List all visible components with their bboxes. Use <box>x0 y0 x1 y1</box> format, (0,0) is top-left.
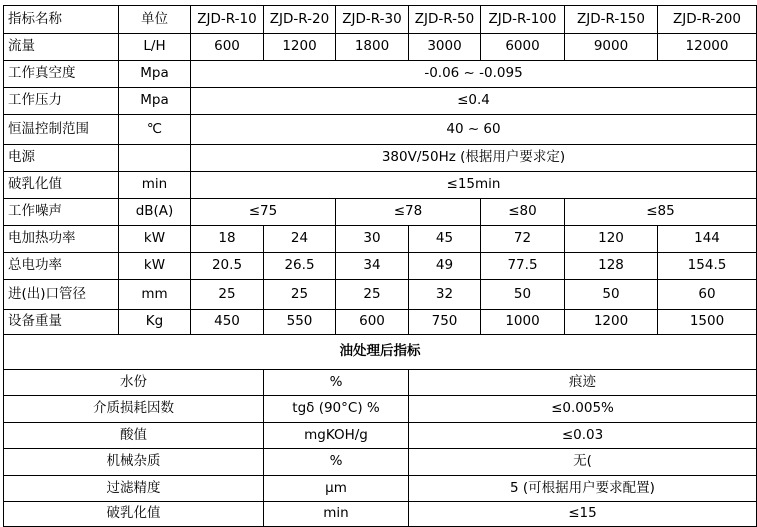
value-cell: 1200 <box>565 310 658 335</box>
unit-cell: L/H <box>119 34 191 61</box>
value-cell: 32 <box>409 280 481 310</box>
value-cell: 1500 <box>658 310 757 335</box>
unit-cell <box>119 145 191 172</box>
power-source-row <box>4 145 757 172</box>
table-row <box>4 423 757 449</box>
row-label: 进(出)口管径 <box>4 280 119 310</box>
value-cell: 50 <box>565 280 658 310</box>
header-cell: ZJD-R-50 <box>409 6 481 34</box>
table-row <box>4 449 757 476</box>
row-label: 流量 <box>4 34 119 61</box>
value-cell: 1200 <box>264 34 336 61</box>
quality-value-cell: ≤0.03 <box>409 423 757 449</box>
value-cell: 60 <box>658 280 757 310</box>
value-cell: ≤15min <box>191 172 757 199</box>
header-cell: ZJD-R-20 <box>264 6 336 34</box>
unit-cell: Kg <box>119 310 191 335</box>
unit-cell: Mpa <box>119 61 191 88</box>
row-label: 总电功率 <box>4 253 119 280</box>
flow-row <box>4 34 757 61</box>
unit-cell: kW <box>119 226 191 253</box>
header-cell: ZJD-R-10 <box>191 6 264 34</box>
header-cell: ZJD-R-100 <box>481 6 565 34</box>
value-cell: 45 <box>409 226 481 253</box>
row-label: 恒温控制范围 <box>4 115 119 145</box>
value-cell: ≤78 <box>336 199 481 226</box>
row-label: 电加热功率 <box>4 226 119 253</box>
value-cell: ≤85 <box>565 199 757 226</box>
value-cell: 450 <box>191 310 264 335</box>
unit-cell: dB(A) <box>119 199 191 226</box>
value-cell: 18 <box>191 226 264 253</box>
value-cell: 30 <box>336 226 409 253</box>
value-cell: 34 <box>336 253 409 280</box>
value-cell: ≤75 <box>191 199 336 226</box>
noise-row <box>4 199 757 226</box>
row-label: 设备重量 <box>4 310 119 335</box>
quality-name-cell: 介质损耗因数 <box>4 396 264 423</box>
quality-unit-cell: min <box>264 502 409 527</box>
value-cell: 50 <box>481 280 565 310</box>
row-label: 工作压力 <box>4 88 119 115</box>
value-cell: 1800 <box>336 34 409 61</box>
value-cell: 128 <box>565 253 658 280</box>
value-cell: 1000 <box>481 310 565 335</box>
value-cell: 3000 <box>409 34 481 61</box>
row-label: 破乳化值 <box>4 172 119 199</box>
value-cell: 77.5 <box>481 253 565 280</box>
value-cell: 40 ~ 60 <box>191 115 757 145</box>
quality-unit-cell: tgδ (90°C) % <box>264 396 409 423</box>
quality-value-cell: ≤15 <box>409 502 757 527</box>
header-cell: ZJD-R-30 <box>336 6 409 34</box>
quality-name-cell: 酸值 <box>4 423 264 449</box>
quality-value-cell: ≤0.005% <box>409 396 757 423</box>
header-cell: ZJD-R-200 <box>658 6 757 34</box>
value-cell: ≤0.4 <box>191 88 757 115</box>
unit-cell: kW <box>119 253 191 280</box>
value-cell: 9000 <box>565 34 658 61</box>
value-cell: 25 <box>191 280 264 310</box>
section-title: 油处理后指标 <box>4 335 757 370</box>
value-cell: 600 <box>191 34 264 61</box>
quality-name-cell: 过滤精度 <box>4 476 264 502</box>
value-cell: 6000 <box>481 34 565 61</box>
table-row <box>4 476 757 502</box>
row-label: 工作真空度 <box>4 61 119 88</box>
row-label: 工作噪声 <box>4 199 119 226</box>
value-cell: 380V/50Hz (根据用户要求定) <box>191 145 757 172</box>
header-row <box>4 6 757 34</box>
pressure-row <box>4 88 757 115</box>
value-cell: 72 <box>481 226 565 253</box>
value-cell: 25 <box>264 280 336 310</box>
header-cell: ZJD-R-150 <box>565 6 658 34</box>
quality-name-cell: 水份 <box>4 370 264 396</box>
quality-name-cell: 破乳化值 <box>4 502 264 527</box>
value-cell: ≤80 <box>481 199 565 226</box>
quality-unit-cell: % <box>264 449 409 476</box>
row-label: 电源 <box>4 145 119 172</box>
weight-row <box>4 310 757 335</box>
temp-range-row <box>4 115 757 145</box>
value-cell: 26.5 <box>264 253 336 280</box>
demulsification-row <box>4 172 757 199</box>
header-cell: 单位 <box>119 6 191 34</box>
section-title-row <box>4 335 757 370</box>
pipe-diameter-row <box>4 280 757 310</box>
value-cell: 49 <box>409 253 481 280</box>
total-power-row <box>4 253 757 280</box>
value-cell: 600 <box>336 310 409 335</box>
value-cell: 120 <box>565 226 658 253</box>
unit-cell: ℃ <box>119 115 191 145</box>
unit-cell: mm <box>119 280 191 310</box>
quality-name-cell: 机械杂质 <box>4 449 264 476</box>
value-cell: 20.5 <box>191 253 264 280</box>
vacuum-row <box>4 61 757 88</box>
quality-value-cell: 痕迹 <box>409 370 757 396</box>
value-cell: 144 <box>658 226 757 253</box>
table-row <box>4 396 757 423</box>
quality-unit-cell: % <box>264 370 409 396</box>
unit-cell: Mpa <box>119 88 191 115</box>
value-cell: 550 <box>264 310 336 335</box>
value-cell: 750 <box>409 310 481 335</box>
heating-power-row <box>4 226 757 253</box>
quality-value-cell: 无( <box>409 449 757 476</box>
quality-unit-cell: μm <box>264 476 409 502</box>
quality-value-cell: 5 (可根据用户要求配置) <box>409 476 757 502</box>
table-row <box>4 370 757 396</box>
header-cell: 指标名称 <box>4 6 119 34</box>
table-row <box>4 502 757 527</box>
value-cell: 12000 <box>658 34 757 61</box>
quality-unit-cell: mgKOH/g <box>264 423 409 449</box>
value-cell: 154.5 <box>658 253 757 280</box>
unit-cell: min <box>119 172 191 199</box>
value-cell: 24 <box>264 226 336 253</box>
spec-table <box>3 5 757 527</box>
value-cell: 25 <box>336 280 409 310</box>
value-cell: -0.06 ~ -0.095 <box>191 61 757 88</box>
